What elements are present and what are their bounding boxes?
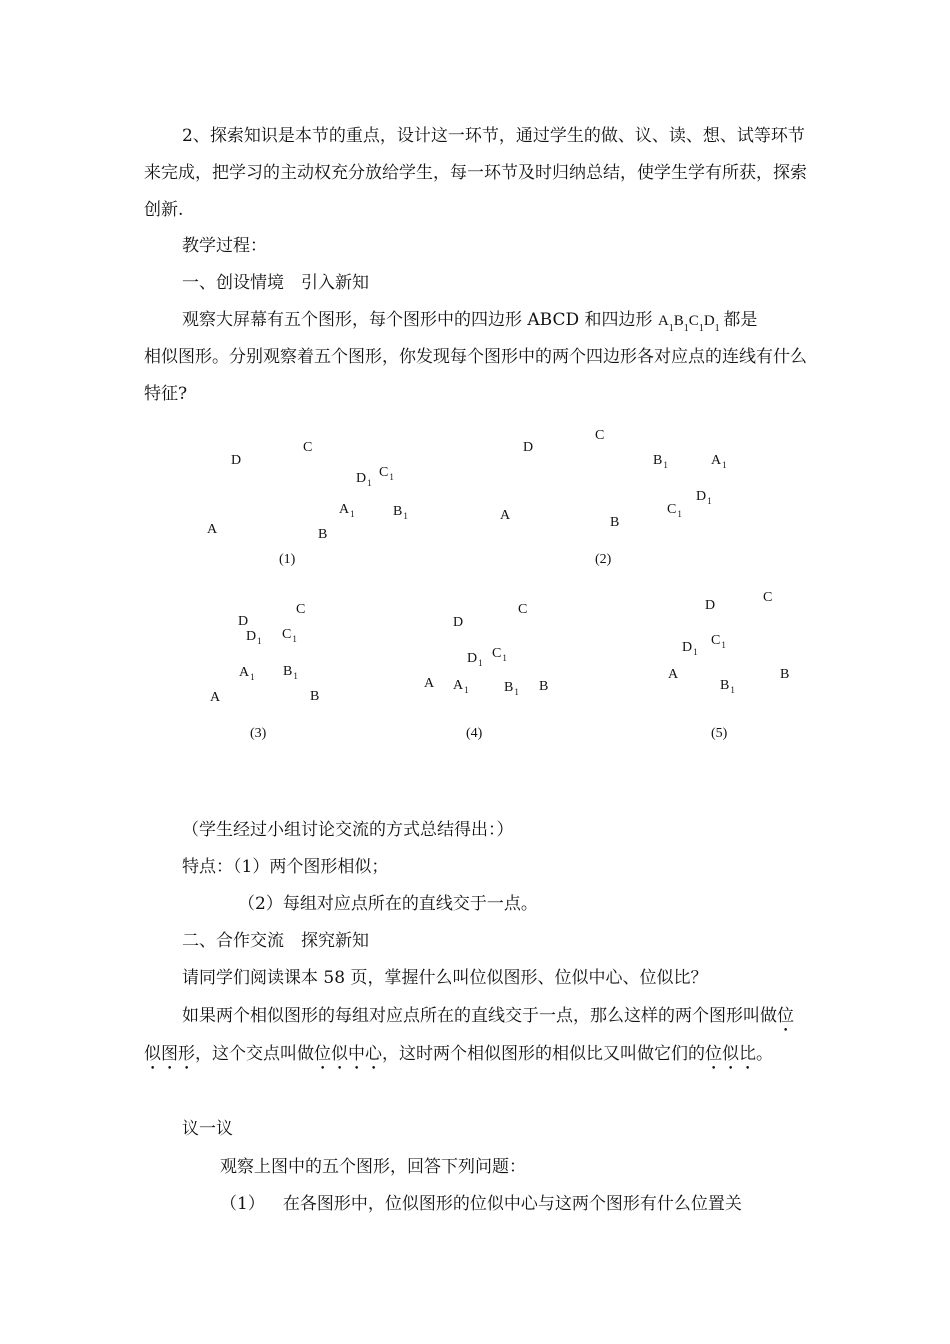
figure-2-point-label: $C_1$ xyxy=(667,502,682,519)
definition-paragraph: 如果两个相似图形的每组对应点所在的直线交于一点，那么这样的两个图形叫做位似图形，这个交点叫做位似中心，这时两个相似图形的相似比又叫做它们的位似比。 xyxy=(144,1006,794,1064)
term-homothetic-ratio: 位似比 xyxy=(705,1044,756,1064)
reading-prompt: 请同学们阅读课本 58 页，掌握什么叫位似图形、位似中心、位似比？ xyxy=(182,968,708,988)
figure-1-point-label: $C_1$ xyxy=(379,465,394,482)
observe-text-before: 观察大屏幕有五个图形，每个图形中的四边形 ABCD 和四边形 xyxy=(182,310,653,330)
figure-1-point-label: $D_1$ xyxy=(356,471,372,488)
figure-5-point-label: $B_1$ xyxy=(720,678,735,695)
figure-2-caption: (2) xyxy=(595,552,612,567)
figure-3-point-label: $D_1$ xyxy=(246,629,262,646)
observe-text-after: 都是 xyxy=(723,310,758,330)
figure-1-point-label: D xyxy=(231,453,242,468)
figure-1-point-label: C xyxy=(303,440,313,455)
observe-rest: 相似图形。分别观察着五个图形，你发现每个图形中的两个四边形各对应点的连线有什么特征? xyxy=(144,347,807,404)
feature-2: （2）每组对应点所在的直线交于一点。 xyxy=(238,894,538,914)
figure-4-caption: (4) xyxy=(466,726,483,741)
figure-4-point-label: C xyxy=(518,602,528,617)
heading-section2: 二、合作交流 探究新知 xyxy=(182,931,369,951)
summary-note: （学生经过小组讨论交流的方式总结得出：） xyxy=(182,820,514,840)
figure-4-point-label: $A_1$ xyxy=(453,678,469,695)
question-1-number: （1） xyxy=(220,1194,265,1214)
question-1-text: 在各图形中，位似图形的位似中心与这两个图形有什么位置关 xyxy=(282,1194,742,1214)
figure-3-point-label: B xyxy=(310,689,320,704)
question-1 xyxy=(220,1194,742,1214)
figure-5-point-label: A xyxy=(668,667,679,682)
figure-2-point-label: A xyxy=(500,508,511,523)
figure-2-point-label: B xyxy=(610,515,620,530)
figure-1-point-label: B xyxy=(318,527,328,542)
figure-2-point-label: $D_1$ xyxy=(696,489,712,506)
figure-3-point-label: A xyxy=(210,690,221,705)
figure-4-point-label: $D_1$ xyxy=(467,651,483,668)
figure-1-point-label: $A_1$ xyxy=(339,502,355,519)
figure-3-caption: (3) xyxy=(250,726,267,741)
figure-2-point-label: $B_1$ xyxy=(653,453,668,470)
figure-4-point-label: B xyxy=(539,679,549,694)
heading-process: 教学过程： xyxy=(182,236,267,256)
quad-a1b1c1d1: $A_1B_1C_1D_1$ xyxy=(657,313,720,334)
figure-3-point-label: C xyxy=(296,602,306,617)
figure-4-point-label: D xyxy=(453,615,464,630)
observe-line1 xyxy=(182,310,757,339)
figure-1-caption: (1) xyxy=(279,552,296,567)
figure-4-point-label: $B_1$ xyxy=(504,680,519,697)
figure-4-point-label: $C_1$ xyxy=(492,646,507,663)
figure-4-point-label: A xyxy=(424,676,435,691)
figure-2-point-label: D xyxy=(523,440,534,455)
figure-2-point-label: $A_1$ xyxy=(711,453,727,470)
term-homothetic-figure: 位似图形 xyxy=(144,1006,794,1064)
figure-3-point-label: $C_1$ xyxy=(282,627,297,644)
feature-1: 特点：（1）两个图形相似； xyxy=(182,857,389,877)
figure-3-point-label: $A_1$ xyxy=(239,665,255,682)
figure-5-point-label: B xyxy=(780,667,790,682)
heading-discuss: 议一议 xyxy=(182,1119,233,1139)
figure-5-caption: (5) xyxy=(711,726,728,741)
figure-2-point-label: C xyxy=(595,428,605,443)
heading-section1: 一、创设情境 引入新知 xyxy=(182,273,369,293)
term-homothetic-center: 位似中心 xyxy=(314,1044,382,1064)
figure-5-point-label: $C_1$ xyxy=(711,633,726,650)
figure-5-point-label: C xyxy=(763,590,773,605)
figure-1-point-label: A xyxy=(207,522,218,537)
questions-lead: 观察上图中的五个图形，回答下列问题： xyxy=(220,1157,526,1177)
figure-1-point-label: $B_1$ xyxy=(393,504,408,521)
figure-5-point-label: D xyxy=(705,598,716,613)
figure-3-point-label: D xyxy=(238,614,249,629)
figure-3-point-label: $B_1$ xyxy=(283,664,298,681)
figure-5-point-label: $D_1$ xyxy=(682,640,698,657)
intro-paragraph: 2、探索知识是本节的重点，设计这一环节，通过学生的做、议、读、想、试等环节来完成，把学习的主动权充分放给学生，每一环节及时归纳总结，使学生学有所获，探索创新. xyxy=(144,126,807,220)
